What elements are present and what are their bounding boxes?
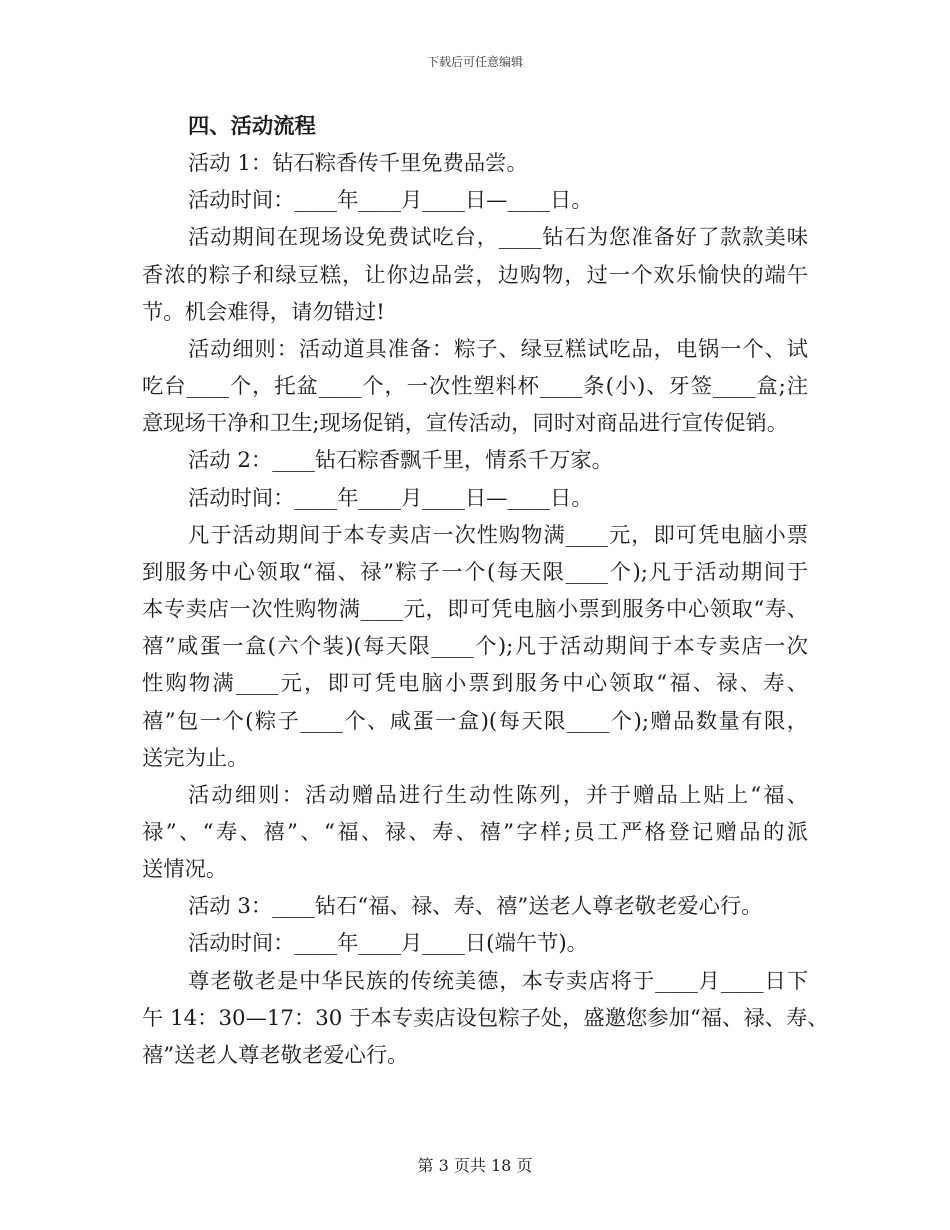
page-header-note: 下载后可任意编辑 [426, 55, 523, 69]
paragraph-line: 活动时间：____年____月____日—____日。 [188, 485, 593, 511]
paragraph-line: 节。机会难得，请勿错过! [142, 299, 385, 325]
paragraph-activity-1-time [142, 182, 808, 219]
paragraph-line: 凡于活动期间于本专卖店一次性购物满____元，即可凭电脑小票 [188, 522, 808, 548]
paragraph-line: 送情况。 [142, 857, 228, 883]
document-body [142, 108, 829, 1074]
paragraph-line: 活动时间：____年____月____日(端午节)。 [188, 931, 588, 957]
paragraph-line: 活动细则：活动道具准备：粽子、绿豆糕试吃品，电锅一个、试 [188, 336, 808, 362]
paragraph-activity-3 [142, 888, 808, 925]
paragraph-line: 吃台____个，托盆____个，一次性塑料杯____条(小)、牙签____盒;注 [142, 374, 808, 400]
paragraph-activity-1 [142, 145, 808, 182]
paragraph-line: 送完为止。 [142, 745, 249, 771]
paragraph-line: 活动时间：____年____月____日—____日。 [188, 188, 593, 214]
paragraph-line: 禧”送老人尊老敬老爱心行。 [142, 1042, 409, 1068]
paragraph-activity-1-description [142, 219, 808, 330]
paragraph-line: 活动细则：活动赠品进行生动性陈列，并于赠品上贴上“福、 [188, 782, 808, 808]
section-heading: 四、活动流程 [188, 114, 316, 139]
paragraph-line: 到服务中心领取“福、禄”粽子一个(每天限____个);凡于活动期间于 [142, 559, 808, 585]
paragraph-line: 活动 2：____钻石粽香飘千里，情系千万家。 [188, 448, 613, 474]
paragraph-line: 性购物满____元，即可凭电脑小票到服务中心领取“福、禄、寿、 [142, 671, 808, 697]
paragraph-line: 禄”、“寿、禧”、“福、禄、寿、禧”字样;员工严格登记赠品的派 [142, 819, 808, 845]
paragraph-line: 活动期间在现场设免费试吃台，____钻石为您准备好了款款美味 [188, 225, 808, 251]
paragraph-activity-1-rules [142, 331, 808, 442]
paragraph-activity-2-time [142, 480, 808, 517]
paragraph-activity-2-rules [142, 777, 808, 888]
paragraph-line: 禧”包一个(粽子____个、咸蛋一盒)(每天限____个);赠品数量有限， [142, 708, 808, 734]
paragraph-line: 午 14：30—17：30 于本专卖店设包粽子处，盛邀您参加“福、禄、寿、 [142, 1005, 829, 1031]
paragraph-activity-2 [142, 442, 808, 479]
paragraph-line: 意现场干净和卫生;现场促销，宣传活动，同时对商品进行宣传促销。 [142, 411, 789, 437]
paragraph-activity-3-description [142, 963, 829, 1074]
paragraph-line: 禧”咸蛋一盒(六个装)(每天限____个);凡于活动期间于本专卖店一次 [142, 634, 808, 660]
paragraph-activity-2-description [142, 517, 808, 777]
paragraph-line: 香浓的粽子和绿豆糕，让你边品尝，边购物，过一个欢乐愉快的端午 [142, 262, 808, 288]
paragraph-line: 活动 1：钻石粽香传千里免费品尝。 [188, 151, 528, 177]
page-number-footer: 第 3 页共 18 页 [417, 1156, 533, 1175]
paragraph-line: 尊老敬老是中华民族的传统美德，本专卖店将于____月____日下 [188, 968, 808, 994]
paragraph-activity-3-time [142, 925, 808, 962]
paragraph-line: 本专卖店一次性购物满____元，即可凭电脑小票到服务中心领取“寿、 [142, 597, 808, 623]
paragraph-line: 活动 3：____钻石“福、禄、寿、禧”送老人尊老敬老爱心行。 [188, 894, 763, 920]
